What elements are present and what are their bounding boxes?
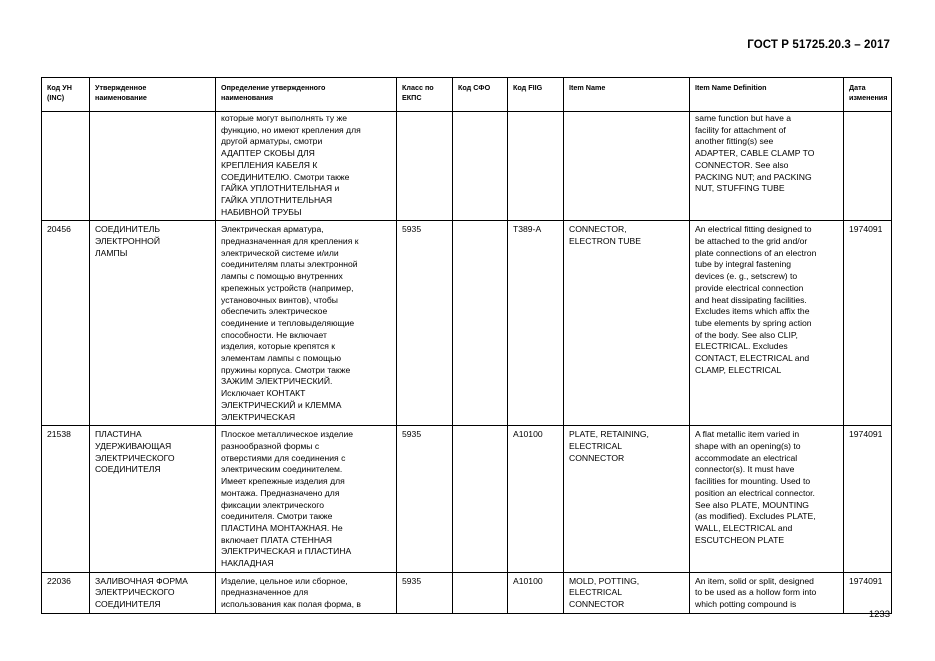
cell-inc: 22036	[42, 572, 90, 613]
cell-fiig: A10100	[508, 572, 564, 613]
cell-fiig	[508, 112, 564, 221]
table-row	[42, 221, 892, 426]
cell-date: 1974091	[844, 221, 892, 426]
cell-fiig: T389-A	[508, 221, 564, 426]
col-header-sfo: Код СФО	[453, 78, 508, 112]
cell-definition: которые могут выполнять ту же функцию, но имеют крепления для другой арматуры, смотри АДАПТЕР СКОБЫ ДЛЯ КРЕПЛЕНИЯ КАБЕЛЯ К СОЕДИНИТЕЛЮ. Смотри также ГАЙКА УПЛОТНИТЕЛЬНАЯ и ГАЙКА УПЛОТНИТЕЛЬНАЯ НАБИВНОЙ ТРУБЫ	[216, 112, 397, 221]
cell-definition: Электрическая арматура, предназначенная для крепления к электрической системе и/или соединителям платы электронной лампы с помощью внутренних крепежных устройств (например, установочных винтов), чтобы обеспечить электрическое соединение и тепловыделяющие способности. Не включает изделия, которые крепятся к элементам лампы с помощью пружины корпуса. Смотри также ЗАЖИМ ЭЛЕКТРИЧЕСКИЙ. Исключает КОНТАКТ ЭЛЕКТРИЧЕСКИЙ и КЛЕММА ЭЛЕКТРИЧЕСКАЯ	[216, 221, 397, 426]
cell-item-definition: An electrical fitting designed to be attached to the grid and/or plate connections of an electron tube by integral fastening devices (e. g., setscrew) to provide electrical connection and heat dissipating facilities. Excludes items which affix the tube elements by spring action of the body. See also CLIP, ELECTRICAL. Excludes CONTACT, ELECTRICAL and CLAMP, ELECTRICAL	[690, 221, 844, 426]
nomenclature-table	[41, 77, 892, 614]
col-header-item-definition: Item Name Definition	[690, 78, 844, 112]
cell-approved-name: СОЕДИНИТЕЛЬ ЭЛЕКТРОННОЙ ЛАМПЫ	[90, 221, 216, 426]
cell-approved-name	[90, 112, 216, 221]
cell-class: 5935	[397, 426, 453, 572]
cell-item-name: PLATE, RETAINING, ELECTRICAL CONNECTOR	[564, 426, 690, 572]
cell-inc: 20456	[42, 221, 90, 426]
cell-date: 1974091	[844, 572, 892, 613]
cell-class: 5935	[397, 221, 453, 426]
cell-class: 5935	[397, 572, 453, 613]
cell-sfo	[453, 572, 508, 613]
col-header-approved-name: Утвержденное наименование	[90, 78, 216, 112]
col-header-class: Класс по ЕКПС	[397, 78, 453, 112]
cell-item-name: CONNECTOR, ELECTRON TUBE	[564, 221, 690, 426]
cell-sfo	[453, 426, 508, 572]
col-header-fiig: Код FIIG	[508, 78, 564, 112]
cell-item-definition: A flat metallic item varied in shape with an opening(s) to accommodate an electrical connector(s). It must have facilities for mounting. Used to position an electrical connector. See also PLATE, MOUNTING (as modified). Excludes PLATE, WALL, ELECTRICAL and ESCUTCHEON PLATE	[690, 426, 844, 572]
table-row	[42, 426, 892, 572]
cell-inc: 21538	[42, 426, 90, 572]
table-row	[42, 112, 892, 221]
cell-item-name	[564, 112, 690, 221]
cell-class	[397, 112, 453, 221]
col-header-inc: Код УН (INC)	[42, 78, 90, 112]
cell-item-name: MOLD, POTTING, ELECTRICAL CONNECTOR	[564, 572, 690, 613]
page-number: 1233	[868, 609, 890, 620]
cell-sfo	[453, 221, 508, 426]
col-header-item-name: Item Name	[564, 78, 690, 112]
cell-item-definition: An item, solid or split, designed to be used as a hollow form into which potting compound is	[690, 572, 844, 613]
cell-definition: Изделие, цельное или сборное, предназначенное для использования как полая форма, в	[216, 572, 397, 613]
cell-sfo	[453, 112, 508, 221]
cell-approved-name: ПЛАСТИНА УДЕРЖИВАЮЩАЯ ЭЛЕКТРИЧЕСКОГО СОЕДИНИТЕЛЯ	[90, 426, 216, 572]
cell-item-definition: same function but have a facility for attachment of another fitting(s) see ADAPTER, CABLE CLAMP TO CONNECTOR. See also PACKING NUT; and PACKING NUT, STUFFING TUBE	[690, 112, 844, 221]
cell-fiig: A10100	[508, 426, 564, 572]
cell-definition: Плоское металлическое изделие разнообразной формы с отверстиями для соединения с электрическим соединителем. Имеет крепежные изделия для монтажа. Предназначено для фиксации электрического соединителя. Смотри также ПЛАСТИНА МОНТАЖНАЯ. Не включает ПЛАТА СТЕННАЯ ЭЛЕКТРИЧЕСКАЯ и ПЛАСТИНА НАКЛАДНАЯ	[216, 426, 397, 572]
cell-inc	[42, 112, 90, 221]
col-header-definition: Определение утвержденного наименования	[216, 78, 397, 112]
cell-approved-name: ЗАЛИВОЧНАЯ ФОРМА ЭЛЕКТРИЧЕСКОГО СОЕДИНИТЕЛЯ	[90, 572, 216, 613]
table-row	[42, 572, 892, 613]
document-id: ГОСТ Р 51725.20.3 – 2017	[747, 39, 890, 51]
table-header-row	[42, 78, 892, 112]
col-header-date: Дата изменения	[844, 78, 892, 112]
cell-date	[844, 112, 892, 221]
cell-date: 1974091	[844, 426, 892, 572]
